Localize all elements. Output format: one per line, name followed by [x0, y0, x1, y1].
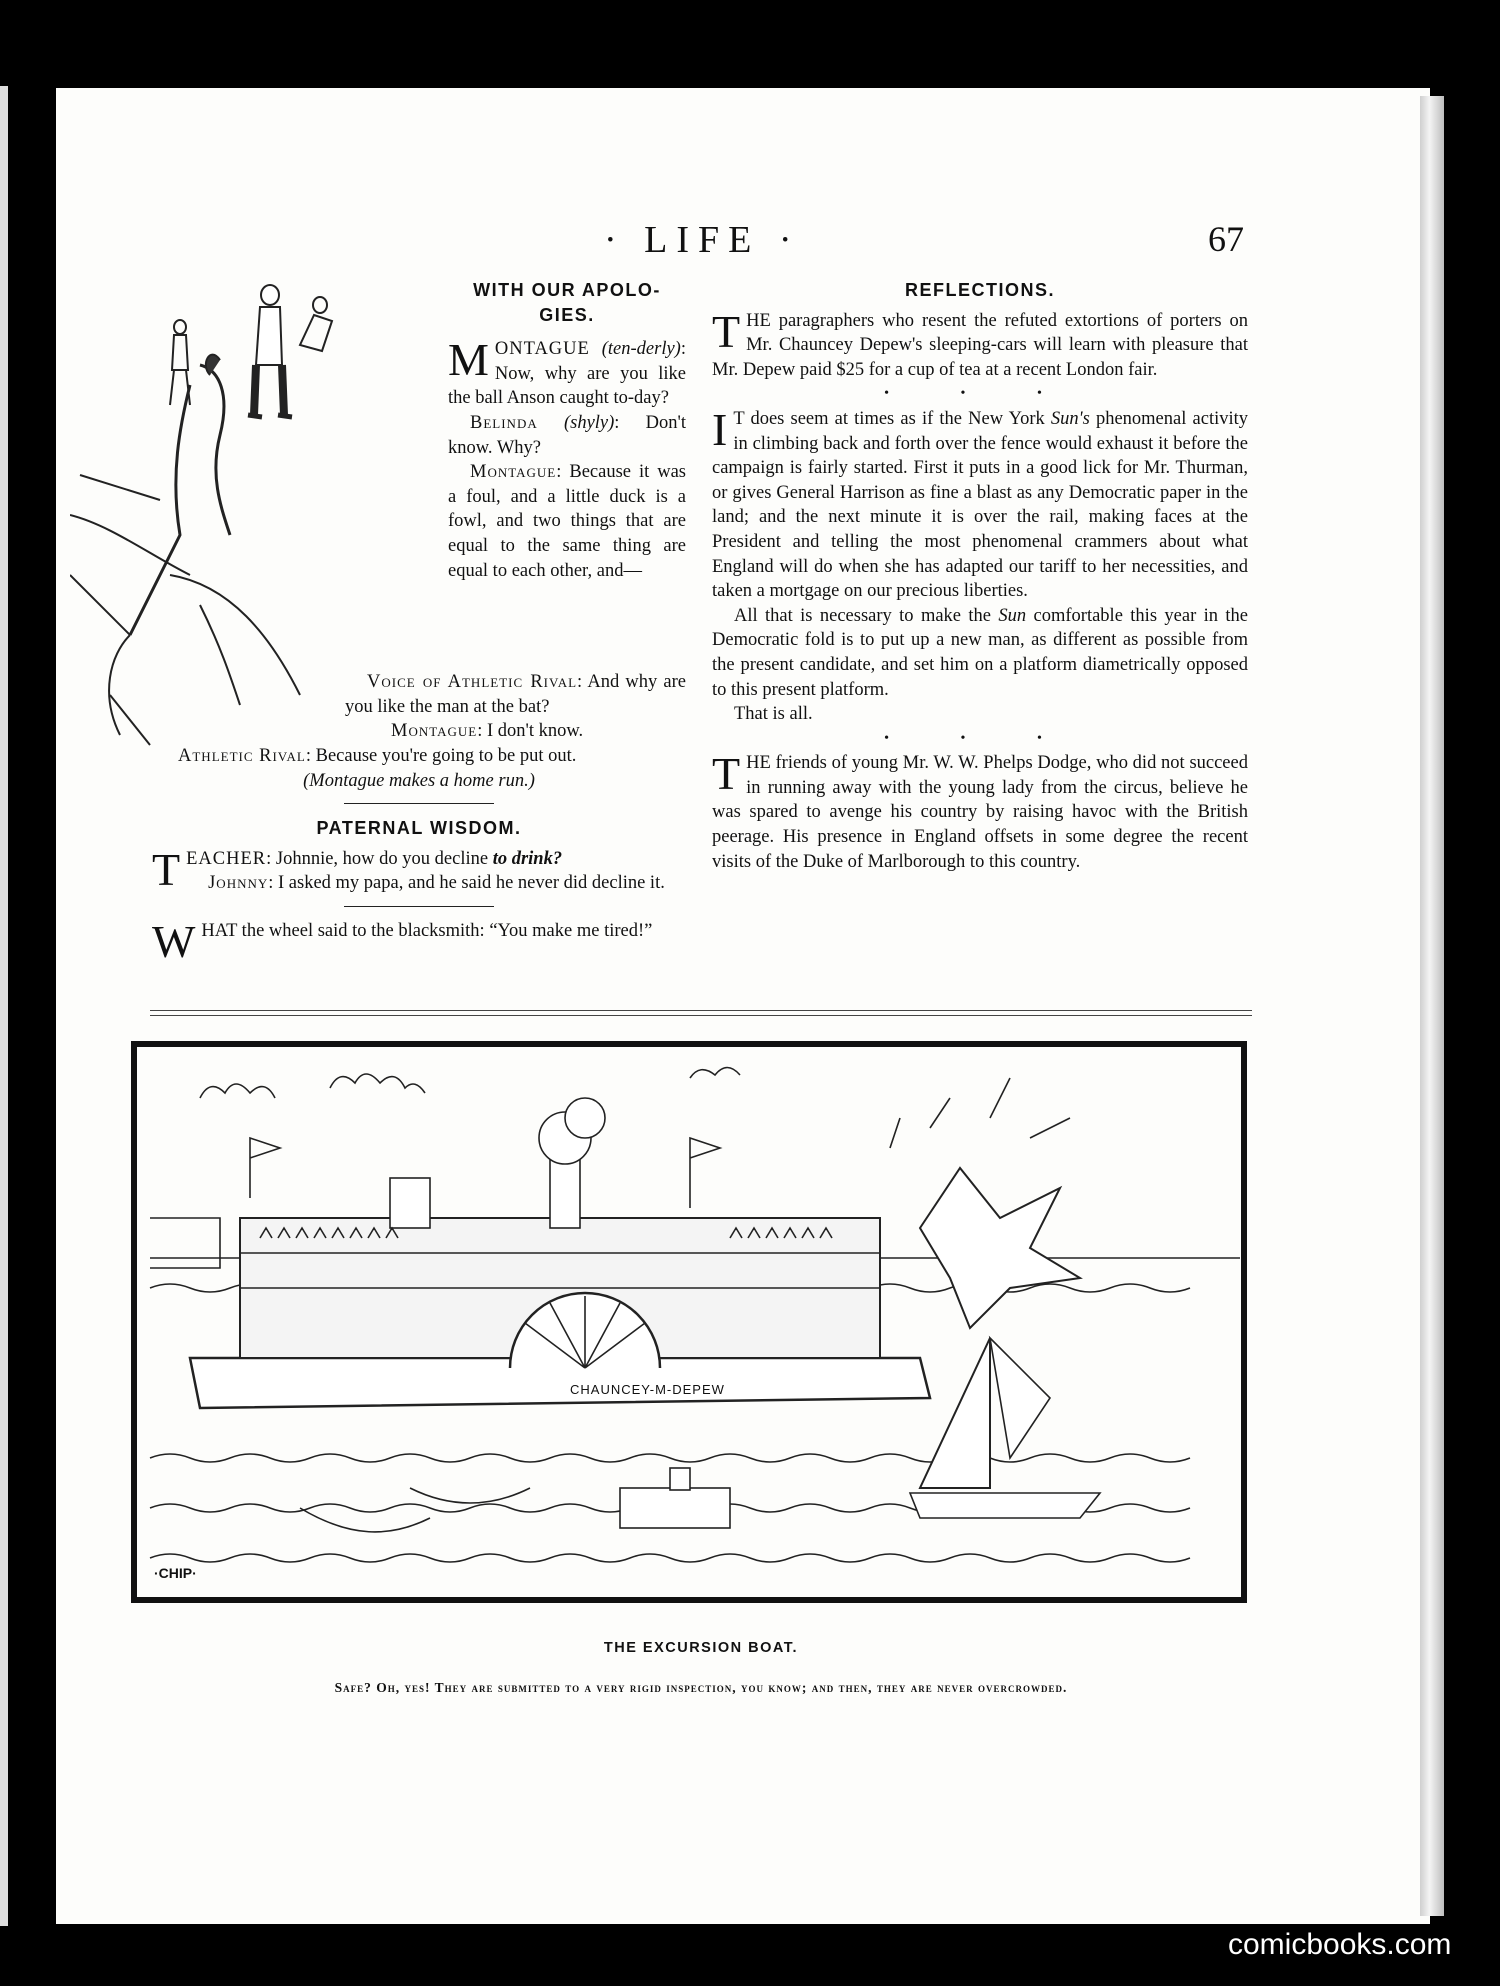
stage-direction: (ten-derly): [601, 339, 681, 360]
speaker-athletic-rival: Athletic Rival: [178, 746, 306, 766]
reflections-paragraph-2b: phenomenal activity in climbing back and forth over the fence would exhaust it before the campaign is fairly started. First it puts in a good lick for Mr. Thurman, or gives General Harrison as fine a blast as any Democratic paper in the land; and the next minute it is over the rail, making faces at the President and telling the most phenomenal crammers about what England will do when she has adapted our tariff to her necessities, and taken a mortgage on our precious liberties.: [712, 408, 1248, 602]
baseball-illustration: [70, 275, 360, 755]
artist-signature: ·CHIP·: [154, 1565, 197, 1581]
dialogue-text: : Now, why are you like the ball Anson caught to-day?: [448, 339, 686, 409]
speaker-montague: Montague: [391, 721, 478, 742]
dialogue-text: : I asked my papa, and he said he never did decline it.: [268, 873, 665, 894]
drop-cap-m: M: [448, 334, 489, 386]
reflections-paragraph-2a: T does seem at times as if the New York: [733, 408, 1045, 429]
drop-cap-t: T: [712, 748, 741, 800]
dialogue-text: : Johnnie, how do you decline: [266, 848, 489, 869]
emphasis: Sun's: [1050, 408, 1090, 429]
dialogue-text: : Don't know. Why?: [448, 412, 686, 458]
speaker-montague: Montague: [470, 462, 557, 483]
drop-cap-t: T: [152, 843, 181, 895]
speaker-belinda: Belinda: [470, 412, 538, 433]
boat-name: CHAUNCEY-M-DEPEW: [570, 1382, 725, 1397]
reflections-paragraph-1: HE paragraphers who resent the refuted extortions of porters on Mr. Chauncey Depew's sleeping-cars will learn with pleasure that Mr. Depew paid $25 for a cup of tea at a recent London fair.: [712, 310, 1248, 380]
stage-direction: (shyly): [563, 412, 615, 433]
apologies-ending: [152, 744, 686, 967]
apologies-column: [448, 278, 686, 583]
section-dots: • • •: [884, 386, 1076, 402]
dialogue-text: : And why are you like the man at the bat?: [345, 672, 686, 717]
drop-cap-t: T: [712, 305, 741, 357]
section-dots: • • •: [884, 730, 1076, 746]
apologies-continued: [345, 670, 686, 744]
apologies-heading-2: GIES.: [539, 304, 595, 325]
divider: [344, 906, 494, 907]
reflections-paragraph-3a: All that is necessary to make the: [734, 605, 991, 626]
apologies-heading-1: WITH OUR APOLO-: [473, 280, 661, 300]
speaker-voice-rival: Voice of Athletic Rival: [367, 672, 578, 692]
drop-cap-i: I: [712, 403, 728, 455]
dialogue-text: : Because it was a foul, and a little duck is a fowl, and two things that are equal to the same thing are equal to each other, and—: [448, 462, 686, 581]
reflections-paragraph-4: That is all.: [734, 704, 813, 725]
watermark: comicbooks.com: [1228, 1928, 1452, 1961]
drop-cap-w: W: [152, 915, 196, 967]
reflections-paragraph-3b: comfortable this year in the Democratic fold is to put up a new man, as different as possible from the present candidate, and set him on a platform diametrically opposed to this present platform.: [712, 605, 1249, 700]
divider: [344, 803, 494, 804]
reflections-heading: REFLECTIONS.: [904, 280, 1055, 300]
cartoon-caption: THE EXCURSION BOAT.: [603, 1640, 799, 1656]
page-edge: [1420, 96, 1444, 1916]
reflections-paragraph-5: HE friends of young Mr. W. W. Phelps Dodge, who did not succeed in running away with the young lady from the circus, believe he was spared to avenge his country by raising havoc with the British peerage. His presence in England offsets in some degree the recent visits of the Duke of Marlborough to this country.: [712, 753, 1248, 872]
page-number: 67: [1208, 219, 1244, 259]
excursion-boat-cartoon: [130, 1038, 1250, 1606]
reflections-column: [712, 278, 1248, 874]
speaker-johnny: Johnny: [208, 873, 269, 894]
speaker-montague: ONTAGUE: [494, 339, 590, 360]
cartoon-subcaption: Safe? Oh, yes! They are submitted to a very rigid inspection, you know; and then, they are never overcrowded.: [334, 1680, 1068, 1695]
dialogue-text: : Because you're going to be put out.: [305, 746, 577, 766]
magazine-title: · LIFE ·: [604, 219, 801, 261]
emphasis: to drink?: [492, 848, 563, 869]
speaker-teacher: EACHER: [186, 848, 267, 869]
dialogue-text: : I don't know.: [477, 721, 584, 742]
stage-direction: (Montague makes a home run.): [303, 770, 535, 791]
emphasis: Sun: [998, 605, 1027, 626]
double-rule: [150, 1010, 1252, 1016]
left-page-edge: [0, 86, 8, 1926]
paternal-heading: PATERNAL WISDOM.: [316, 818, 522, 839]
wheel-text: HAT the wheel said to the blacksmith: “You make me tired!”: [201, 920, 653, 941]
